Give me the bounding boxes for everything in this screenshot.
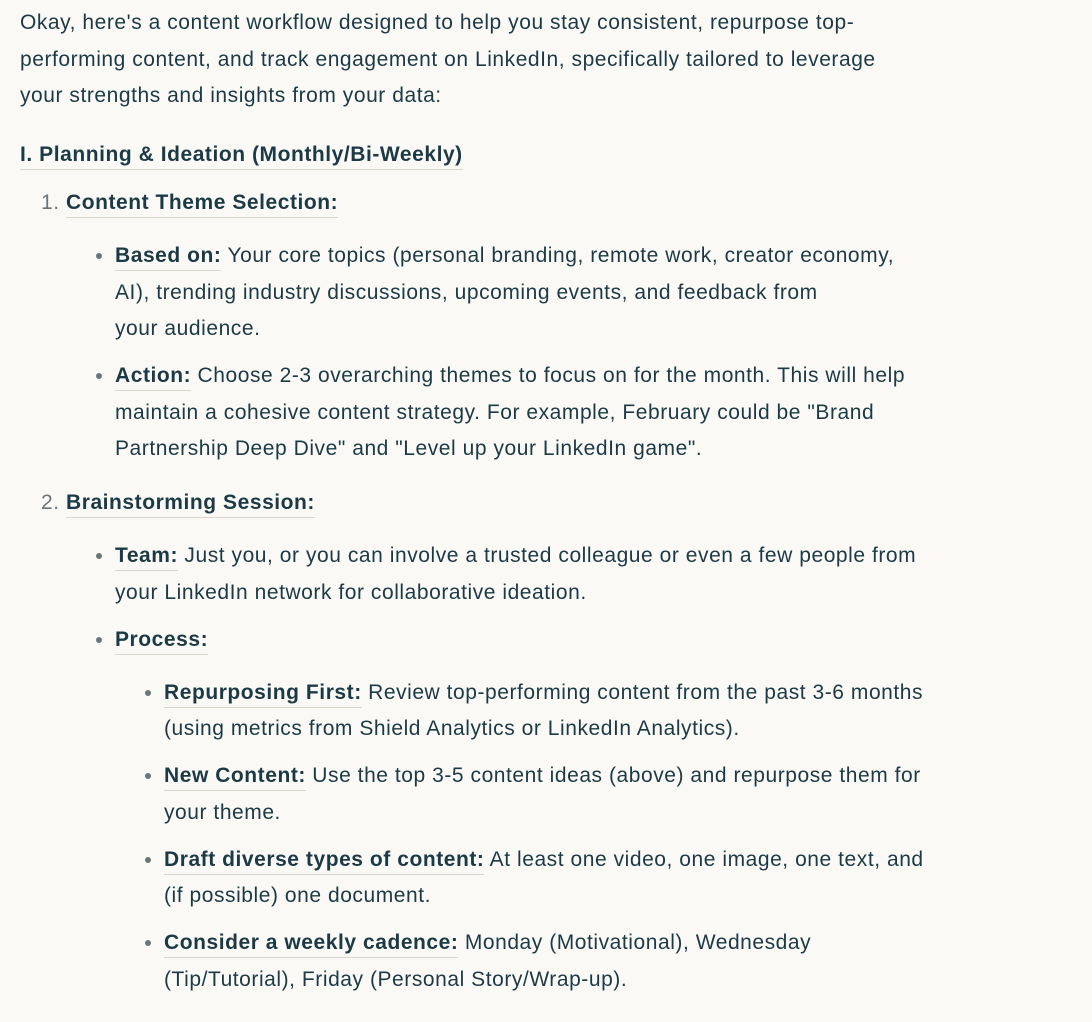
bullet-list-item xyxy=(115,238,1050,348)
text-run: Your core topics (personal branding, remote work, creator economy, xyxy=(221,244,895,267)
text-run: (using metrics from Shield Analytics or LinkedIn Analytics). xyxy=(164,717,740,740)
text-run: (if possible) one document. xyxy=(164,884,431,907)
bold-term: Brainstorming Session: xyxy=(66,491,315,518)
bold-term: Draft diverse types of content: xyxy=(164,848,484,875)
bold-term: Content Theme Selection: xyxy=(66,191,338,218)
bullet-list-item xyxy=(115,358,1050,468)
text-run: Use the top 3-5 content ideas (above) and repurpose them for xyxy=(305,764,921,787)
numbered-list-item xyxy=(66,185,1050,468)
bullet-list-item xyxy=(164,842,1050,915)
section-heading xyxy=(20,137,1050,174)
bullet-list-item xyxy=(164,925,1050,998)
bullet-list-level-2 xyxy=(115,675,1050,999)
bold-term: Based on: xyxy=(115,244,221,271)
text-run: (Tip/Tutorial), Friday (Personal Story/Wrap-up). xyxy=(164,967,628,991)
bold-term: Consider a weekly cadence: xyxy=(164,931,458,958)
text-run: AI), trending industry discussions, upcoming events, and feedback from xyxy=(115,280,818,304)
intro-paragraph xyxy=(20,5,1050,115)
numbered-list-item xyxy=(66,485,1050,998)
numbered-list xyxy=(20,185,1050,998)
bullet-list-level-1 xyxy=(66,238,1050,468)
text-run: Choose 2-3 overarching themes to focus on for the month. This will help xyxy=(191,364,906,387)
text-run: your audience. xyxy=(115,317,261,340)
text-run: your strengths and insights from your data: xyxy=(20,84,442,107)
bullet-list-item xyxy=(164,675,1050,748)
text-run: At least one video, one image, one text, and xyxy=(484,847,924,871)
text-run: Just you, or you can involve a trusted colleague or even a few people from xyxy=(178,544,917,567)
text-run: Okay, here's a content workflow designed to help you stay consistent, repurpose top- xyxy=(20,11,855,34)
bold-term: Process: xyxy=(115,628,208,655)
text-run: Partnership Deep Dive" and "Level up your LinkedIn game". xyxy=(115,437,703,460)
text-run: performing content, and track engagement on LinkedIn, specifically tailored to leverage xyxy=(20,47,876,71)
bold-term: Repurposing First: xyxy=(164,681,362,708)
bold-term: Team: xyxy=(115,544,178,571)
bullet-list-item xyxy=(164,758,1050,831)
bullet-list-level-1 xyxy=(66,538,1050,998)
bullet-list-item xyxy=(115,622,1050,999)
bullet-list-item xyxy=(115,538,1050,611)
text-run: maintain a cohesive content strategy. For example, February could be "Brand xyxy=(115,400,875,424)
text-run: your LinkedIn network for collaborative ideation. xyxy=(115,580,587,604)
text-run: your theme. xyxy=(164,800,281,824)
text-run: Review top-performing content from the past 3-6 months xyxy=(361,680,924,704)
text-run: Monday (Motivational), Wednesday xyxy=(458,931,812,954)
bold-term: New Content: xyxy=(164,764,306,791)
bold-term: Action: xyxy=(115,364,191,391)
bold-term: I. Planning & Ideation (Monthly/Bi-Weekly) xyxy=(20,143,463,170)
